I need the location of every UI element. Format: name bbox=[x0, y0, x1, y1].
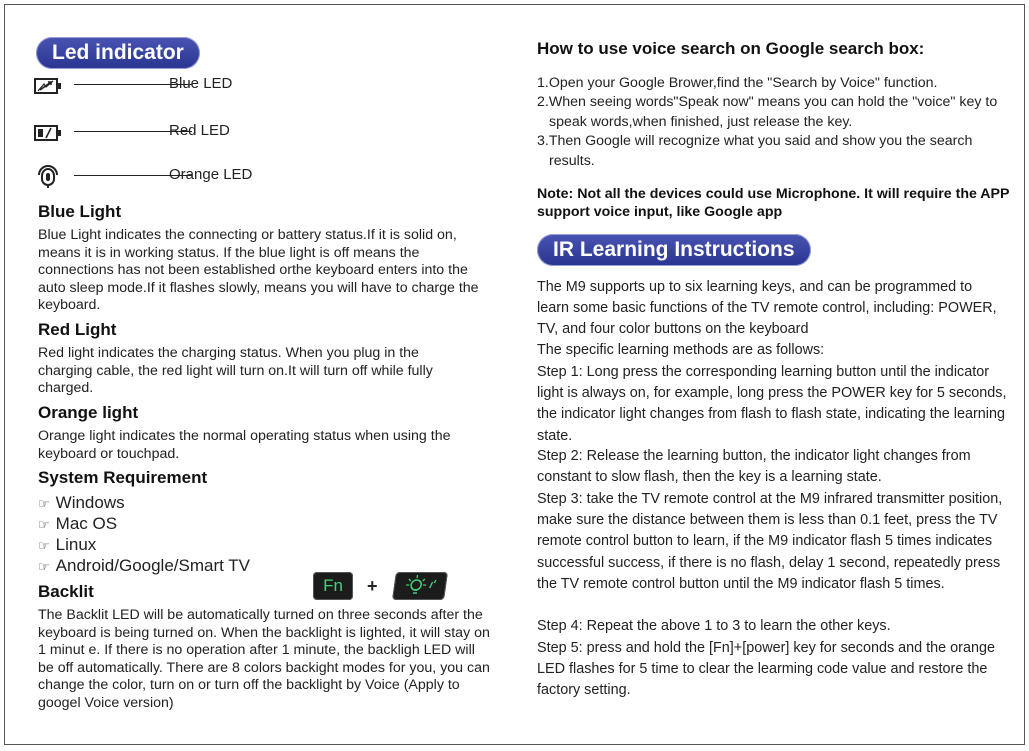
list-item bbox=[38, 556, 250, 576]
pointing-hand-icon: ☞ bbox=[38, 517, 50, 532]
ir-learning-title: IR Learning Instructions bbox=[537, 234, 811, 266]
microphone-icon bbox=[34, 164, 66, 188]
req-label: Windows bbox=[55, 493, 125, 512]
req-label: Mac OS bbox=[55, 514, 118, 533]
backlight-key bbox=[392, 572, 448, 600]
backlit-text: The Backlit LED will be automatically turned on three seconds after the keyboard is being turned on. When the backlight is lighted, it will stay on 1 minut e. If there is no operation after 1 minute, the backligh LED will be off automatically. There are 8 colors backight modes for you, you can change the color, turn on or turn off the backlight by Voice (Apply to googel Voice version) bbox=[38, 607, 490, 711]
list-item bbox=[38, 493, 125, 513]
ir-step-5: Step 5: press and hold the [Fn]+[power] key for seconds and the orange LED flashes for 5 time to clear the learming code value and restore the factory setting. bbox=[537, 640, 995, 699]
light-bulb-icon bbox=[392, 572, 448, 600]
pointing-hand-icon: ☞ bbox=[38, 559, 50, 574]
battery-low-icon bbox=[34, 123, 66, 143]
led-label: Orange LED bbox=[169, 166, 253, 183]
orange-light-text: Orange light indicates the normal operating status when using the keyboard or touchpad. bbox=[38, 428, 451, 462]
list-item bbox=[38, 514, 117, 534]
list-item: 1.Open your Google Brower,find the "Search by Voice" function. bbox=[537, 75, 938, 91]
voice-steps bbox=[537, 74, 1007, 171]
fn-key-label: Fn bbox=[323, 576, 343, 595]
voice-search-heading: How to use voice search on Google search box: bbox=[537, 39, 925, 58]
blue-light-text: Blue Light indicates the connecting or battery status.If it is solid on, means it is in working status. If the blue light is off means the connections has not been established orthe keyboard enters into the auto sleep mode.If it flashes slowly, means you will have to charge the keyboard. bbox=[38, 227, 479, 314]
list-item bbox=[38, 535, 96, 555]
red-light-text: Red light indicates the charging status. When you plug in the charging cable, the red light will turn on.It will turn off while fully charged. bbox=[38, 345, 433, 397]
blue-light-heading: Blue Light bbox=[38, 202, 122, 221]
battery-charge-icon bbox=[34, 76, 66, 96]
plus-sign: + bbox=[367, 576, 378, 596]
led-indicator-title: Led indicator bbox=[36, 37, 200, 69]
backlit-heading: Backlit bbox=[38, 582, 94, 601]
red-light-heading: Red Light bbox=[38, 320, 117, 339]
ir-intro: The M9 supports up to six learning keys, and can be programmed to learn some basic functions of the TV remote control, including: POWER, TV, and four color buttons on the keyboard bbox=[537, 279, 997, 338]
orange-light-heading: Orange light bbox=[38, 403, 139, 422]
led-label: Red LED bbox=[169, 122, 230, 139]
req-label: Linux bbox=[55, 535, 97, 554]
fn-key bbox=[313, 572, 353, 600]
system-requirement-heading: System Requirement bbox=[38, 468, 208, 487]
req-label: Android/Google/Smart TV bbox=[55, 556, 250, 575]
microphone-note: Note: Not all the devices could use Microphone. It will require the APP support voice input, like Google app bbox=[537, 186, 1010, 220]
pointing-hand-icon: ☞ bbox=[38, 538, 50, 553]
led-label: Blue LED bbox=[169, 75, 233, 92]
list-item: 2.When seeing words"Speak now" means you can hold the "voice" key to speak words,when finished, just release the key. bbox=[537, 94, 998, 130]
ir-methods: The specific learning methods are as follows: bbox=[537, 342, 825, 358]
list-item: 3.Then Google will recognize what you said and show you the search results. bbox=[537, 133, 973, 169]
pointing-hand-icon: ☞ bbox=[38, 496, 50, 511]
ir-step-4: Step 4: Repeat the above 1 to 3 to learn the other keys. bbox=[537, 618, 891, 634]
ir-step-2: Step 2: Release the learning button, the indicator light changes from constant to slow flash, then the key is a learning state. bbox=[537, 448, 971, 486]
ir-step-1: Step 1: Long press the corresponding learning button until the indicator light is always on, for example, long press the POWER key for 5 seconds, the indicator light changes from flash to flash state, indicating the learning state. bbox=[537, 364, 1007, 444]
ir-step-3: Step 3: take the TV remote control at the M9 infrared transmitter position, make sure the distance between them is less than 0.1 feet, press the TV remote control button to learn, if the M9 indicator flash 5 times indicates successful success, if there is no flash, delay 1 second, repeatedly press the TV remote control button until the M9 indicator flash 5 times. bbox=[537, 491, 1003, 592]
